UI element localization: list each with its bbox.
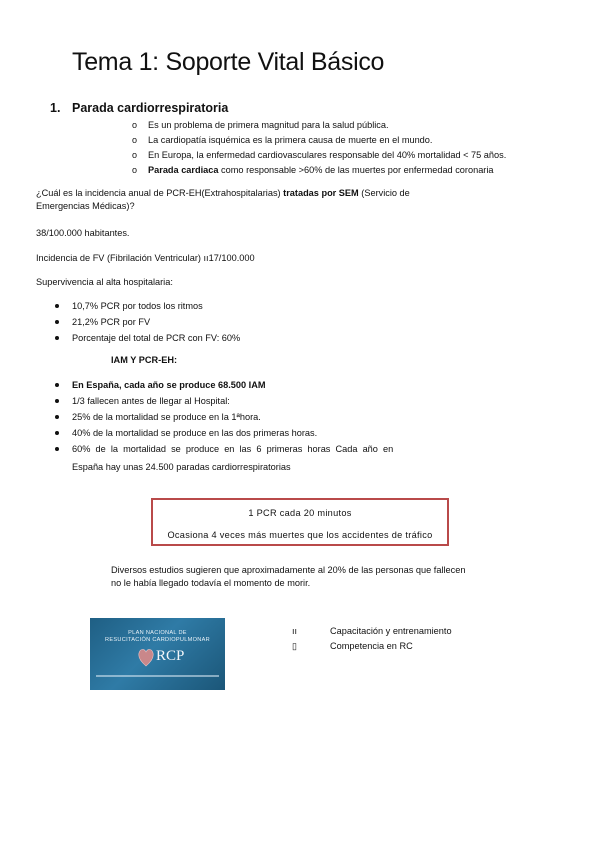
bullet-dot [55,336,59,340]
question-line2: Emergencias Médicas)? [36,201,135,211]
list-item-text: En Europa, la enfermedad cardiovasculares responsable del 40% mortalidad < 75 años. [148,150,507,160]
survival-list [52,298,240,346]
logo-line-2: RESUCITACIÓN CARDIOPULMONAR [105,637,210,643]
section-title: Parada cardiorrespiratoria [72,101,229,115]
list-item [52,441,393,457]
list-item [52,409,393,425]
list-item-text: 25% de la mortalidad se produce en la 1ªhora. [72,412,261,422]
bullet-dot [55,431,59,435]
list-item-text: 10,7% PCR por todos los ritmos [72,301,203,311]
list-item-text: Capacitación y entrenamiento [330,626,452,636]
bullet-dot [55,399,59,403]
question-text: ¿Cuál es la incidencia anual de PCR-EH(Extrahospitalarias) [36,188,284,198]
bullet-dot [55,304,59,308]
studies-paragraph [111,564,465,590]
list-item [52,314,240,330]
list-marker: ▯ [292,641,297,651]
list-item [292,639,452,654]
list-item-bold: En España, cada año se produce 68.500 IAM [72,380,266,390]
list-item-text: 21,2% PCR por FV [72,317,151,327]
incidence-question [36,187,410,213]
logo-brand: RCP [156,648,185,664]
list-item [132,118,506,133]
survival-intro: Supervivencia al alta hospitalaria: [36,277,173,287]
list-marker: ıı [292,626,298,636]
list-item [132,148,506,163]
list-item-text: Porcentaje del total de PCR con FV: 60% [72,333,241,343]
side-list [292,624,452,654]
circle-bullet: o [132,165,138,175]
highlight-box [151,498,449,546]
list-item-text: 40% de la mortalidad se produce en las dos primeras horas. [72,428,318,438]
list-item-text: Es un problema de primera magnitud para la salud pública. [148,120,389,130]
list-item-text: La cardiopatía isquémica es la primera causa de muerte en el mundo. [148,135,433,145]
circle-bullet: o [132,120,138,130]
page-title: Tema 1: Soporte Vital Básico [72,48,385,76]
list-item-text: Competencia en RC [330,641,413,651]
list-item [52,425,393,441]
list-item [292,624,452,639]
studies-line-2: no le había llegado todavía el momento de morir. [111,578,311,588]
bullet-dot [55,415,59,419]
fv-incidence: Incidencia de FV (Fibrilación Ventricular) ıı17/100.000 [36,253,255,263]
circle-bullet: o [132,150,138,160]
bullet-dot [55,447,59,451]
question-bold: tratadas por SEM [283,188,359,198]
list-item [52,298,240,314]
iam-continuation: España hay unas 24.500 paradas cardiorrespiratorias [72,462,291,472]
list-item-text: 60% de la mortalidad se produce en las 6 primeras horas Cada año en [72,444,394,454]
list-item [132,133,506,148]
list-item [52,330,240,346]
section-heading [50,101,228,115]
incidence-value: 38/100.000 habitantes. [36,228,130,238]
box-line-2: Ocasiona 4 veces más muertes que los accidentes de tráfico [167,530,433,540]
iam-heading: IAM Y PCR-EH: [111,355,178,365]
studies-line-1: Diversos estudios sugieren que aproximadamente al 20% de las personas que fallecen [111,565,466,575]
bullet-dot [55,383,59,387]
section-number: 1. [50,101,61,115]
list-item [52,393,393,409]
box-line-1: 1 PCR cada 20 minutos [248,508,352,518]
list-item-text: 1/3 fallecen antes de llegar al Hospital: [72,396,230,406]
logo-line-1: PLAN NACIONAL DE [128,630,187,636]
list-item [132,163,506,178]
heart-icon [138,647,154,667]
circle-bullet: o [132,135,138,145]
rcp-plan-logo [90,618,225,690]
list-item [52,377,393,393]
logo-footer-strip [96,675,219,677]
list-item-text: como responsable >60% de las muertes por enfermedad coronaria [218,165,494,175]
list-item-bold: Parada cardiaca [148,165,219,175]
sub-list [132,118,506,178]
iam-list [52,377,393,457]
question-tail: (Servicio de [358,188,410,198]
bullet-dot [55,320,59,324]
